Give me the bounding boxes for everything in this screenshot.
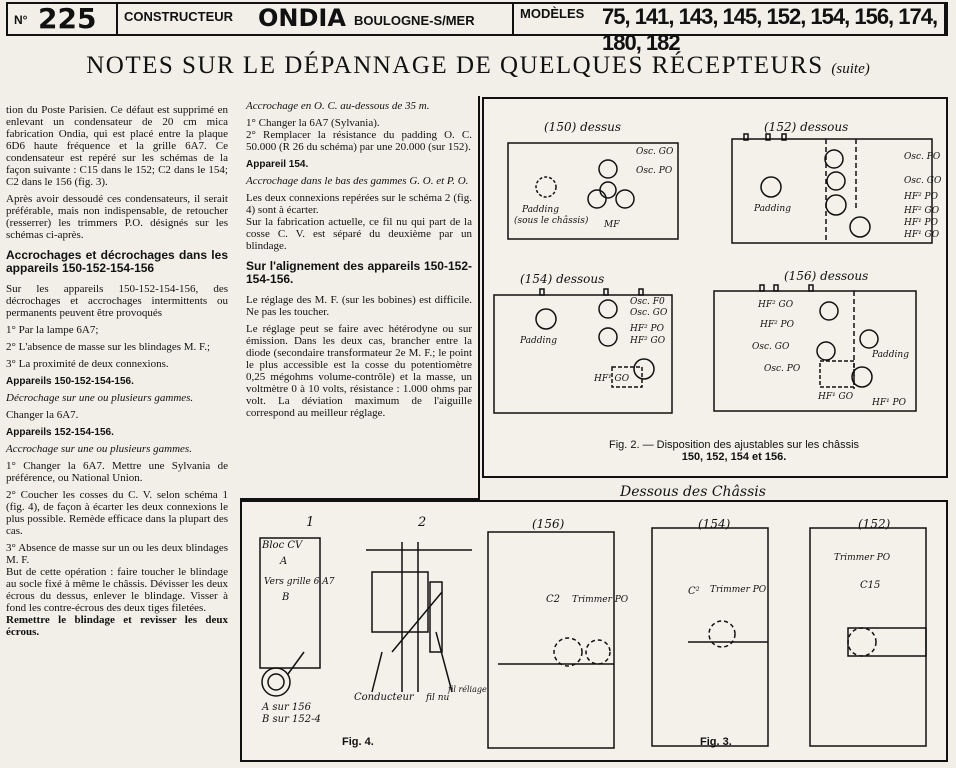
label-c2: C2 (546, 594, 561, 605)
figure-3-heading: Dessous des Châssis (620, 484, 766, 500)
brand-name: ONDIA (258, 4, 346, 32)
label-hf2go: HF² GO (904, 206, 940, 216)
paragraph: Remettre le blindage et revisser les deux écrous. (6, 614, 228, 638)
label-hf2po: HF² PO (760, 320, 794, 330)
figure-2 (482, 97, 948, 478)
label-hf1go: HF¹ GO (818, 392, 854, 402)
label-hf2po: HF² PO (630, 324, 664, 334)
list-item: 2° Coucher les cosses du C. V. selon schéma 1 (fig. 4), de façon à écarter les deux connexions le plus possible. Remède efficace dans la plupart des cas. (6, 489, 228, 537)
figures-3-4-drawing (242, 502, 946, 760)
models-label: MODÈLES (520, 6, 585, 21)
label-osc-go: Osc. GO (636, 147, 674, 157)
models-box (514, 4, 946, 55)
list-item: 3° Absence de masse sur un ou les deux blindages M. F. (6, 542, 228, 566)
paragraph: Sur la fabrication actuelle, ce fil nu qui part de la cosse C. V. est séparé du deuxième par un blindage. (246, 216, 472, 252)
paragraph: Sur les appareils 150-152-154-156, des décrochages et accrochages intermittents ou permanents peuvent être provoqués (6, 283, 228, 319)
label-hf2go: HF² GO (758, 300, 794, 310)
label-trimmer-po: Trimmer PO (572, 595, 629, 605)
paragraph: Accrochage en O. C. au-dessous de 35 m. (246, 100, 430, 112)
paragraph: Le réglage peut se faire avec hétérodyne ou sur émission. Dans les deux cas, brancher entre la diode (secondaire transformateur 2e M. F.; le point le plus accessible est la cosse du potentiomètre 0,25 mégohms volume-contrôle) et la masse, un voltmètre 0 à 10 volts, résistance : 1.000 ohms par volt. La déviation maximum de l'aiguille correspond au meilleur réglage. (246, 323, 472, 419)
label-padding: Padding (872, 350, 909, 360)
label-trimmer-po: Trimmer PO (710, 585, 767, 595)
section-heading: Sur l'alignement des appareils 150-152-154-156. (246, 259, 472, 286)
label-b: B (282, 592, 290, 603)
label-padding: Padding (520, 336, 557, 346)
caption-line: Fig. 2. — Disposition des ajustables sur les châssis (608, 439, 860, 451)
label-vers-grille: Vers grille 6 A7 (264, 577, 335, 587)
label-hf2po: HF² PO (904, 192, 938, 202)
sheet-number-box (8, 4, 118, 34)
label-fil-nu: fil nu (426, 693, 450, 703)
manufacturer-box (118, 4, 514, 34)
label-hf1po: HF¹ PO (904, 218, 938, 228)
title-main: NOTES SUR LE DÉPANNAGE DE QUELQUES RÉCEPTEURS (86, 52, 824, 79)
label-hf1go: HF¹ GO (904, 230, 940, 240)
figure-4-caption: Fig. 4. (342, 736, 374, 748)
label-osc-go: Osc. GO (630, 308, 668, 318)
label-conducteur: Conducteur (354, 692, 414, 703)
text-column-2 (246, 100, 472, 424)
chassis-154-title: (154) dessous (520, 272, 605, 286)
label-osc-po: Osc. PO (904, 152, 941, 162)
paragraph: Le réglage des M. F. (sur les bobines) est difficile. Ne pas les toucher. (246, 294, 472, 318)
brand-city: BOULOGNE-S/MER (354, 13, 475, 28)
figure-2-drawing (484, 99, 946, 476)
label-bloc-cv: Bloc CV (262, 540, 303, 551)
chassis-152-label: (152) (858, 517, 891, 531)
list-item: 2° L'absence de masse sur les blindages M. F.; (6, 341, 211, 353)
label-hf1go: HF¹ GO (594, 374, 630, 384)
title-suite: (suite) (831, 61, 870, 77)
label-osc-po: Osc. PO (764, 364, 801, 374)
label-padding: Padding (522, 205, 559, 215)
label-c2: C² (688, 586, 700, 597)
label-hf2go: HF² GO (630, 336, 666, 346)
label-hf1po: HF¹ PO (872, 398, 906, 408)
paragraph: But de cette opération : faire toucher le blindage au socle fixé à même le châssis. Dévisser les deux écrous du dessus, enlever le blindage. Visser à fond les contre-écrous des deux tiges filetées. (6, 566, 228, 614)
label-mf: MF (604, 220, 620, 230)
section-heading: Accrochages et décrochages dans les appareils 150-152-154-156 (6, 248, 228, 275)
figure-3-caption: Fig. 3. (700, 736, 732, 748)
list-item: 3° La proximité de deux connexions. (6, 358, 169, 370)
label-fil-reliage: fil réliage (448, 685, 487, 694)
chassis-156-label: (156) (532, 517, 565, 531)
schema-2-number: 2 (418, 515, 427, 530)
schema-1-number: 1 (306, 515, 315, 530)
caption-line: 150, 152, 154 et 156. (681, 451, 787, 463)
label-b-sur: B sur 152-4 (262, 714, 321, 725)
models-list: 75, 141, 143, 145, 152, 154, 156, 174, 180, 182 (602, 4, 938, 55)
label-osc-go: Osc. GO (752, 342, 790, 352)
label-sous-chassis: (sous le châssis) (514, 216, 589, 226)
number-prefix: N° (14, 13, 28, 27)
label-osc-po: Osc. PO (636, 166, 673, 176)
list-item: 1° Changer la 6A7 (Sylvania). (246, 117, 380, 129)
subsection-heading: Appareil 154. (246, 159, 309, 170)
list-item: 1° Changer la 6A7. Mettre une Sylvania de préférence, ou National Union. (6, 460, 228, 484)
label-c15: C15 (860, 580, 881, 591)
label-a-sur: A sur 156 (262, 702, 312, 713)
label-a: A (280, 556, 288, 567)
label-osc-f0: Osc. F0 (630, 297, 665, 307)
sheet-number: 225 (38, 2, 97, 35)
paragraph: Accrochage sur une ou plusieurs gammes. (6, 443, 192, 455)
constructeur-label: CONSTRUCTEUR (124, 9, 234, 24)
subsection-heading: Appareils 150-152-154-156. (6, 376, 134, 387)
chassis-156-title: (156) dessous (784, 269, 869, 283)
paragraph: Changer la 6A7. (6, 409, 79, 421)
chassis-150-title: (150) dessus (544, 120, 622, 134)
chassis-152-title: (152) dessous (764, 120, 849, 134)
list-item: 1° Par la lampe 6A7; (6, 324, 99, 336)
list-item: 2° Remplacer la résistance du padding O. C. 50.000 (R 26 du schéma) par une 20.000 (sur 152). (246, 129, 472, 153)
paragraph: tion du Poste Parisien. Ce défaut est supprimé en enlevant un condensateur de 20 cm mica fabrication Ondia, qui est placé entre la plaque 6D6 haute fréquence et la grille 6A7. Ce condensateur est repéré sur les schémas de la façon suivante : C15 dans le 152; C2 dans le 154; C2 dans le 156 (fig. 3). (6, 104, 228, 188)
paragraph: Après avoir dessoudé ces condensateurs, il serait préférable, mais non indispensable, de retoucher (resserrer) les trimmers P.O. désignés sur les schémas ci-après. (6, 193, 228, 241)
paragraph: Accrochage dans le bas des gammes G. O. et P. O. (246, 175, 469, 187)
page-title (0, 52, 956, 80)
document-header (6, 2, 948, 55)
figure-2-caption (564, 439, 904, 463)
paragraph: Les deux connexions repérées sur le schéma 2 (fig. 4) sont à écarter. (246, 192, 472, 216)
label-padding: Padding (754, 204, 791, 214)
paragraph: Décrochage sur une ou plusieurs gammes. (6, 392, 194, 404)
figures-3-4 (240, 500, 948, 762)
text-column-1 (6, 104, 228, 643)
subsection-heading: Appareils 152-154-156. (6, 427, 114, 438)
label-osc-go: Osc. GO (904, 176, 942, 186)
chassis-154-label: (154) (698, 517, 731, 531)
label-trimmer-po: Trimmer PO (834, 553, 891, 563)
